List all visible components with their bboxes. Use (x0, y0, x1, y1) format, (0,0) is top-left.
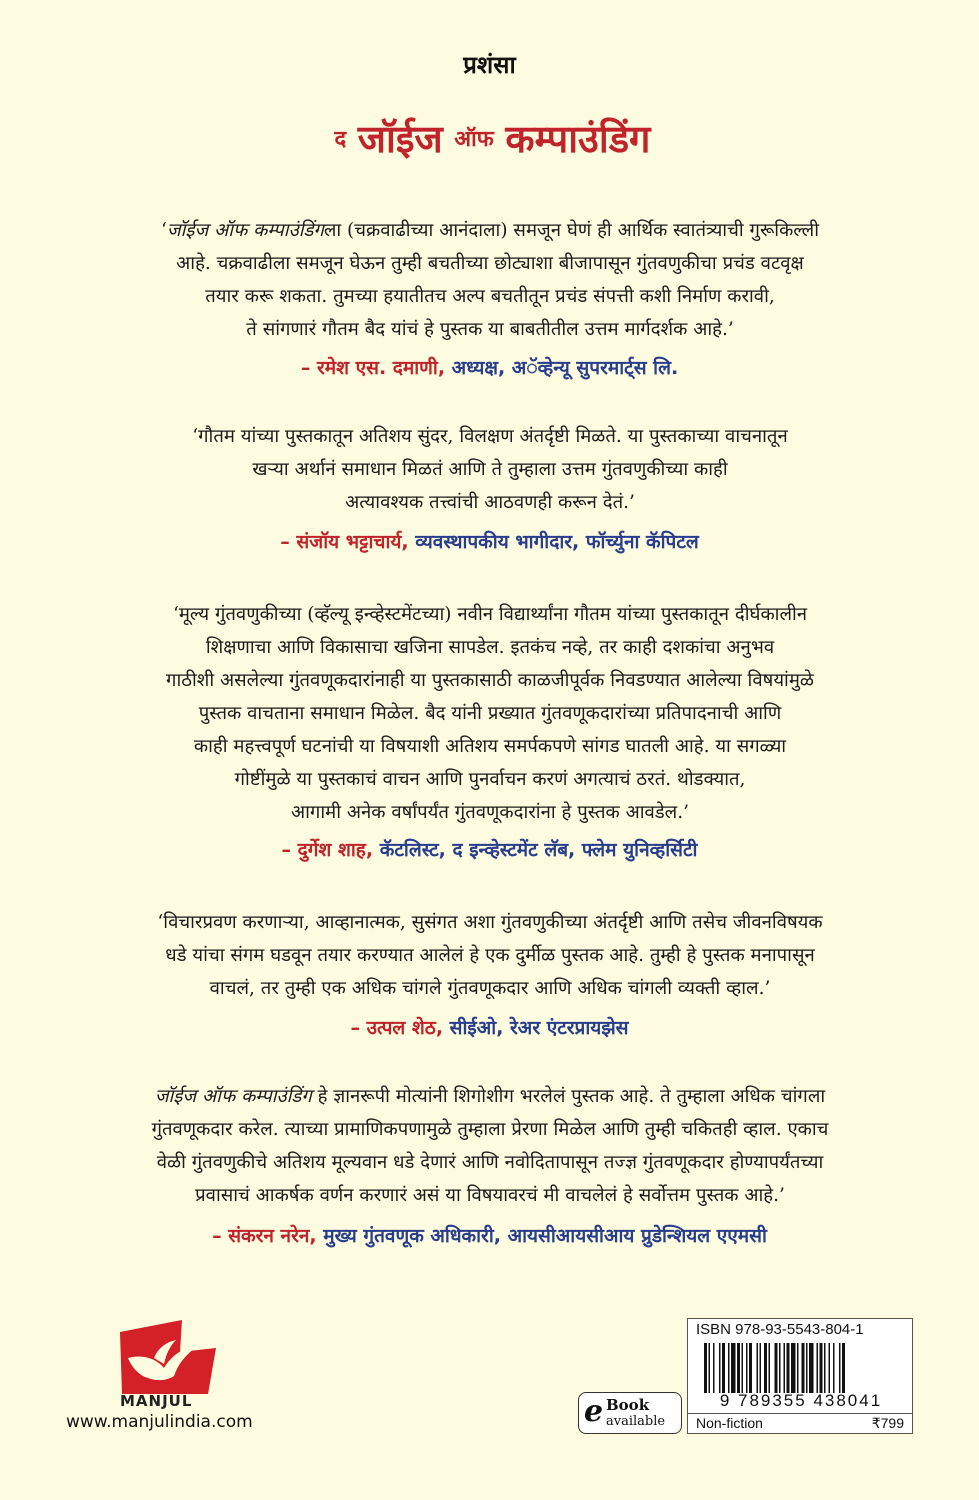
attribution-name: रमेश एस. दमाणी, (316, 357, 446, 379)
barcode-bar (719, 1343, 721, 1393)
title-end: कम्पाउंडिंग (505, 117, 651, 161)
barcode-bar (833, 1343, 835, 1393)
quote-line: ‘विचारप्रवण करणाऱ्या, आव्हानात्मक, सुसंगत अशा गुंतवणुकीच्या अंतर्दृष्टी आणि तसेच जीवनविषयक (157, 912, 823, 933)
barcode-icon (702, 1343, 902, 1393)
quote-line: प्रवासाचं आकर्षक वर्णन करणारं असं या विषयावरचं मी वाचलेलं हे सर्वोत्तम पुस्तक आहे.’ (195, 1185, 785, 1206)
attribution-dash: – (300, 357, 311, 379)
barcode-bar (760, 1343, 762, 1393)
attribution-dash: – (212, 1225, 222, 1247)
barcode-number: 9 789355 438041 (719, 1391, 883, 1410)
attribution-name: संकरन नरेन, (228, 1225, 317, 1247)
attribution-role: कॅटलिस्ट, द इन्व्हेस्टमेंट लॅब, फ्लेम युनिव्हर्सिटी (379, 839, 698, 861)
quote-line: वाचलं, तर तुम्ही एक अधिक चांगले गुंतवणूकदार आणि अधिक चांगली व्यक्ती व्हाल.’ (209, 978, 771, 999)
barcode-bar (769, 1343, 771, 1393)
barcode-bar (784, 1343, 786, 1393)
barcode-bar (775, 1343, 778, 1393)
quote-line: ‘गौतम यांच्या पुस्तकातून अतिशय सुंदर, विलक्षण अंतर्दृष्टी मिळते. या पुस्तकाच्या वाचनातून (192, 426, 788, 447)
barcode-bar (829, 1343, 831, 1393)
barcode-bar (742, 1343, 744, 1393)
attribution-name: दुर्गेश शाह, (297, 839, 374, 861)
testimonial-quote (70, 214, 910, 346)
barcode-bar (779, 1343, 781, 1393)
quote-line: गाठीशी असलेल्या गुंतवणूकदारांनाही या पुस्तकासाठी काळजीपूर्वक निवडण्यात आलेल्या विषयांमुळे (166, 670, 814, 691)
quote-line: आहे. चक्रवाढीला समजून घेऊन तुम्ही बचतीच्या छोट्याशा बीजापासून गुंतवणुकीचा प्रचंड वटवृक्ष (176, 253, 804, 274)
barcode-bar (806, 1343, 808, 1393)
quote-line: शिक्षणाचा आणि विकासाचा खजिना सापडेल. इतकंच नव्हे, तर काही दशकांचा अनुभव (205, 637, 775, 658)
attribution-name: संजॉय भट्टाचार्य, (296, 531, 409, 553)
testimonial-quote (70, 420, 910, 519)
testimonial-quote (70, 906, 910, 1005)
quote-line: ‘जॉईज ऑफ कम्पाउंडिंगला (चक्रवाढीच्या आनंदाला) समजून घेणं ही आर्थिक स्वातंत्र्याची गुरूकिल्ली (160, 220, 819, 241)
book-title-reference: जॉईज ऑफ कम्पाउंडिंग (166, 220, 324, 241)
ebook-e-icon: e (584, 1394, 604, 1429)
price-label: ₹799 (871, 1415, 904, 1431)
barcode-bar (749, 1343, 752, 1393)
quote-line: गुंतवणूकदार करेल. त्याच्या प्रामाणिकपणामुळे तुम्हाला प्रेरणा मिळेल आणि तुम्ही चकितही व्हाल. एकाच (151, 1119, 829, 1140)
quote-line: आगामी अनेक वर्षांपर्यंत गुंतवणूकदारांना हे पुस्तक आवडेल.’ (291, 802, 689, 823)
barcode-bar (817, 1343, 819, 1393)
barcode-bar (802, 1343, 805, 1393)
ebook-available: available (606, 1414, 666, 1429)
barcode-footer (688, 1413, 912, 1434)
publisher-logo-text: MANJUL (120, 1392, 193, 1410)
ebook-badge (578, 1392, 682, 1434)
quote-line: काही महत्त्वपूर्ण घटनांची या विषयाशी अतिशय समर्पकपणे सांगड घातली आहे. या सगळ्या (193, 736, 787, 757)
testimonial-attribution (0, 836, 979, 862)
quote-line: खऱ्या अर्थानं समाधान मिळतं आणि ते तुम्हाला उत्तम गुंतवणुकीच्या काही (252, 459, 728, 480)
attribution-dash: – (280, 531, 290, 553)
barcode-bar (704, 1343, 707, 1393)
barcode-bar (757, 1343, 759, 1393)
quote-line: तयार करू शकता. तुमच्या हयातीतच अल्प बचतीतून प्रचंड संपत्ती कशी निर्माण करावी, (205, 286, 775, 307)
barcode-bar (731, 1343, 736, 1393)
quote-line: पुस्तक वाचताना समाधान मिळेल. बैद यांनी प्रख्यात गुंतवणूकदारांच्या प्रतिपादनाची आणि (198, 703, 782, 724)
quote-line: जॉईज ऑफ कम्पाउंडिंग हे ज्ञानरूपी मोत्यांनी शिगोशीग भरलेलं पुस्तक आहे. ते तुम्हाला अधिक चांगला (154, 1086, 826, 1107)
testimonial-attribution (0, 528, 979, 554)
barcode-bar (787, 1343, 790, 1393)
barcode-bar (839, 1343, 841, 1393)
quote-line: ‘मूल्य गुंतवणुकीच्या (व्हॅल्यू इन्व्हेस्टमेंटच्या) नवीन विद्यार्थ्यांना गौतम यांच्या पुस्तकातून दीर्घकालीन (172, 604, 808, 625)
quote-line: धडे यांचा संगम घडवून तयार करण्यात आलेलं हे एक दुर्मीळ पुस्तक आहे. तुम्ही हे पुस्तक मनापासून (165, 945, 815, 966)
book-title (0, 112, 979, 164)
attribution-role: मुख्य गुंतवणूक अधिकारी, आयसीआयसीआय प्रुडेन्शियल एएमसी (323, 1225, 767, 1247)
barcode-bar (713, 1343, 715, 1393)
barcode-bar (791, 1343, 796, 1393)
testimonial-attribution (0, 1222, 979, 1248)
title-prefix: द (334, 127, 347, 152)
barcode-bar (842, 1343, 845, 1393)
barcode-bar (797, 1343, 799, 1393)
barcode-bar (809, 1343, 814, 1393)
barcode-bar (709, 1343, 711, 1393)
attribution-role: व्यवस्थापकीय भागीदार, फॉर्च्युना कॅपिटल (415, 531, 699, 553)
testimonial-attribution (0, 354, 979, 380)
barcode-bar (737, 1343, 740, 1393)
barcode-panel (687, 1318, 913, 1434)
quote-line: गोष्टींमुळे या पुस्तकाचं वाचन आणि पुनर्वाचन करणं अगत्याचं ठरतं. थोडक्यात, (234, 769, 746, 790)
publisher-website: www.manjulindia.com (66, 1412, 253, 1432)
quote-line: वेळी गुंतवणुकीचे अतिशय मूल्यवान धडे देणारं आणि नवोदितापासून तज्ज्ञ गुंतवणूकदार होण्यापर्यंतच्या (156, 1152, 824, 1173)
barcode-bar (820, 1343, 823, 1393)
title-middle: ऑफ (454, 127, 494, 152)
barcode-bar (764, 1343, 767, 1393)
quote-line: अत्यावश्यक तत्त्वांची आठवणही करून देतं.’ (345, 492, 635, 513)
attribution-dash: – (350, 1017, 360, 1039)
attribution-role: अध्यक्ष, अॅव्हेन्यू सुपरमार्ट्स लि. (451, 357, 679, 379)
section-heading: प्रशंसा (463, 51, 516, 79)
attribution-role: सीईओ, रेअर एंटरप्रायझेस (449, 1017, 629, 1039)
title-main: जॉईज (357, 117, 443, 161)
testimonial-attribution (0, 1014, 979, 1040)
ebook-label: Book (606, 1396, 650, 1414)
isbn-label: ISBN 978-93-5543-804-1 (696, 1321, 864, 1338)
book-title-reference: जॉईज ऑफ कम्पाउंडिंग (154, 1086, 312, 1107)
barcode-bar (722, 1343, 725, 1393)
barcode-bar (824, 1343, 826, 1393)
quote-line: ते सांगणारं गौतम बैद यांचं हे पुस्तक या बाबतीतील उत्तम मार्गदर्शक आहे.’ (246, 319, 734, 340)
barcode-bar (746, 1343, 748, 1393)
publisher-logo-icon (118, 1318, 218, 1396)
attribution-name: उत्पल शेठ, (366, 1017, 444, 1039)
attribution-dash: – (281, 839, 292, 861)
genre-label: Non-fiction (696, 1415, 763, 1431)
testimonial-quote (70, 1080, 910, 1212)
testimonial-quote (70, 598, 910, 829)
barcode-bar (728, 1343, 730, 1393)
